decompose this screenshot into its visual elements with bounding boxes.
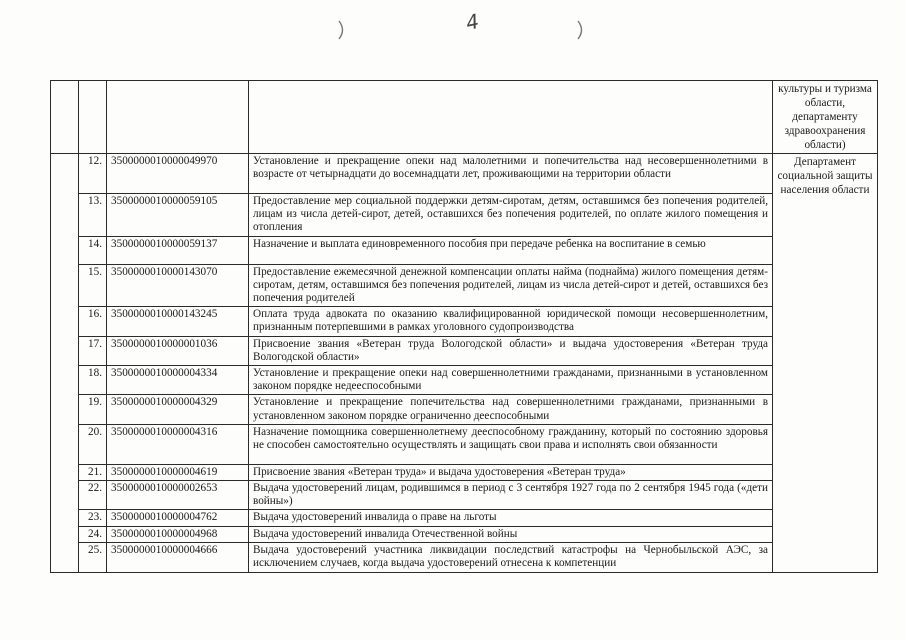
service-code: 3500000010000059137 bbox=[107, 236, 249, 264]
dept-header-text: культуры и туризма области, департаменту здравоохранения области) bbox=[778, 83, 872, 151]
page-number: 4 bbox=[463, 8, 482, 36]
row-number: 24. bbox=[79, 526, 107, 542]
service-description: Предоставление ежемесячной денежной компенсации оплаты найма (поднайма) жилого помещения детям-сиротам, детям, оставшимся без попечения родителей, лицам из числа детей-сирот и детей, оставшихся без попечения родителей bbox=[249, 264, 773, 307]
table-row bbox=[51, 424, 878, 464]
row-number: 16. bbox=[79, 307, 107, 336]
dept-cell bbox=[773, 154, 878, 573]
service-code: 3500000010000004316 bbox=[107, 424, 249, 464]
service-description: Присвоение звания «Ветеран труда» и выдача удостоверения «Ветеран труда» bbox=[249, 464, 773, 480]
service-description: Оплата труда адвоката по оказанию квалифицированной юридической помощи несовершеннолетним, признанным потерпевшими в рамках уголовного судопроизводства bbox=[249, 307, 773, 336]
row-number: 12. bbox=[79, 154, 107, 194]
service-code: 3500000010000143245 bbox=[107, 307, 249, 336]
empty-cell bbox=[51, 154, 79, 573]
table-row bbox=[51, 510, 878, 526]
code-cell bbox=[107, 81, 249, 154]
service-description: Выдача удостоверений инвалида Отечественной войны bbox=[249, 526, 773, 542]
service-description: Выдача удостоверений участника ликвидации последствий катастрофы на Чернобыльской АЭС, за исключением случаев, когда выдача удостоверений отнесена к компетенции bbox=[249, 542, 773, 572]
row-number: 22. bbox=[79, 481, 107, 510]
row-number: 13. bbox=[79, 194, 107, 237]
table-row bbox=[51, 307, 878, 336]
table-row-continued-header bbox=[51, 81, 878, 154]
table-row bbox=[51, 481, 878, 510]
service-code: 3500000010000059105 bbox=[107, 194, 249, 237]
service-description: Предоставление мер социальной поддержки детям-сиротам, детям, оставшимся без попечения родителей, лицам из числа детей-сирот, детей, оставшихся без попечения родителей, по оплате жилого помещения и отопления bbox=[249, 194, 773, 237]
service-code: 3500000010000049970 bbox=[107, 154, 249, 194]
service-description: Установление и прекращение опеки над совершеннолетними гражданами, признанными в установленном законом порядке недееспособными bbox=[249, 366, 773, 395]
desc-cell bbox=[249, 81, 773, 154]
table-row bbox=[51, 366, 878, 395]
row-number: 19. bbox=[79, 395, 107, 424]
service-description: Присвоение звания «Ветеран труда Вологодской области» и выдача удостоверения «Ветеран труда Вологодской области» bbox=[249, 336, 773, 365]
row-number: 17. bbox=[79, 336, 107, 365]
table-row bbox=[51, 264, 878, 307]
table-row bbox=[51, 395, 878, 424]
dept-header-cell bbox=[773, 81, 878, 154]
empty-cell bbox=[51, 81, 79, 154]
table-row bbox=[51, 542, 878, 572]
service-code: 3500000010000143070 bbox=[107, 264, 249, 307]
table-row bbox=[51, 336, 878, 365]
service-description: Назначение помощника совершеннолетнему дееспособному гражданину, который по состоянию здоровья не способен самостоятельно осуществлять и защищать свои права и исполнять свои обязанности bbox=[249, 424, 773, 464]
service-description: Выдача удостоверений инвалида о праве на льготы bbox=[249, 510, 773, 526]
service-code: 3500000010000002653 bbox=[107, 481, 249, 510]
service-description: Установление и прекращение опеки над малолетними и попечительства над несовершеннолетними в возрасте от четырнадцати до восемнадцати лет, проживающими на территории области bbox=[249, 154, 773, 194]
row-number: 25. bbox=[79, 542, 107, 572]
row-number: 15. bbox=[79, 264, 107, 307]
service-code: 3500000010000004334 bbox=[107, 366, 249, 395]
dept-name: Департамент социальной защиты населения области bbox=[777, 156, 873, 196]
row-number: 14. bbox=[79, 236, 107, 264]
table-row bbox=[51, 194, 878, 237]
services-table bbox=[50, 80, 878, 573]
table-row bbox=[51, 154, 878, 194]
row-number: 18. bbox=[79, 366, 107, 395]
service-description: Назначение и выплата единовременного пособия при передаче ребенка на воспитание в семью bbox=[249, 236, 773, 264]
service-description: Выдача удостоверений лицам, родившимся в период с 3 сентября 1927 года по 2 сентября 1945 года («дети войны») bbox=[249, 481, 773, 510]
table-row bbox=[51, 236, 878, 264]
service-code: 3500000010000004762 bbox=[107, 510, 249, 526]
row-number: 21. bbox=[79, 464, 107, 480]
punch-hole-left bbox=[337, 20, 347, 40]
service-code: 3500000010000004329 bbox=[107, 395, 249, 424]
punch-hole-right bbox=[576, 20, 586, 40]
table-row bbox=[51, 526, 878, 542]
num-cell bbox=[79, 81, 107, 154]
service-description: Установление и прекращение попечительства над совершеннолетними гражданами, признанными в установленном законом порядке ограниченно дееспособными bbox=[249, 395, 773, 424]
service-code: 3500000010000004968 bbox=[107, 526, 249, 542]
service-code: 3500000010000001036 bbox=[107, 336, 249, 365]
table-row bbox=[51, 464, 878, 480]
row-number: 20. bbox=[79, 424, 107, 464]
row-number: 23. bbox=[79, 510, 107, 526]
service-code: 3500000010000004666 bbox=[107, 542, 249, 572]
service-code: 3500000010000004619 bbox=[107, 464, 249, 480]
